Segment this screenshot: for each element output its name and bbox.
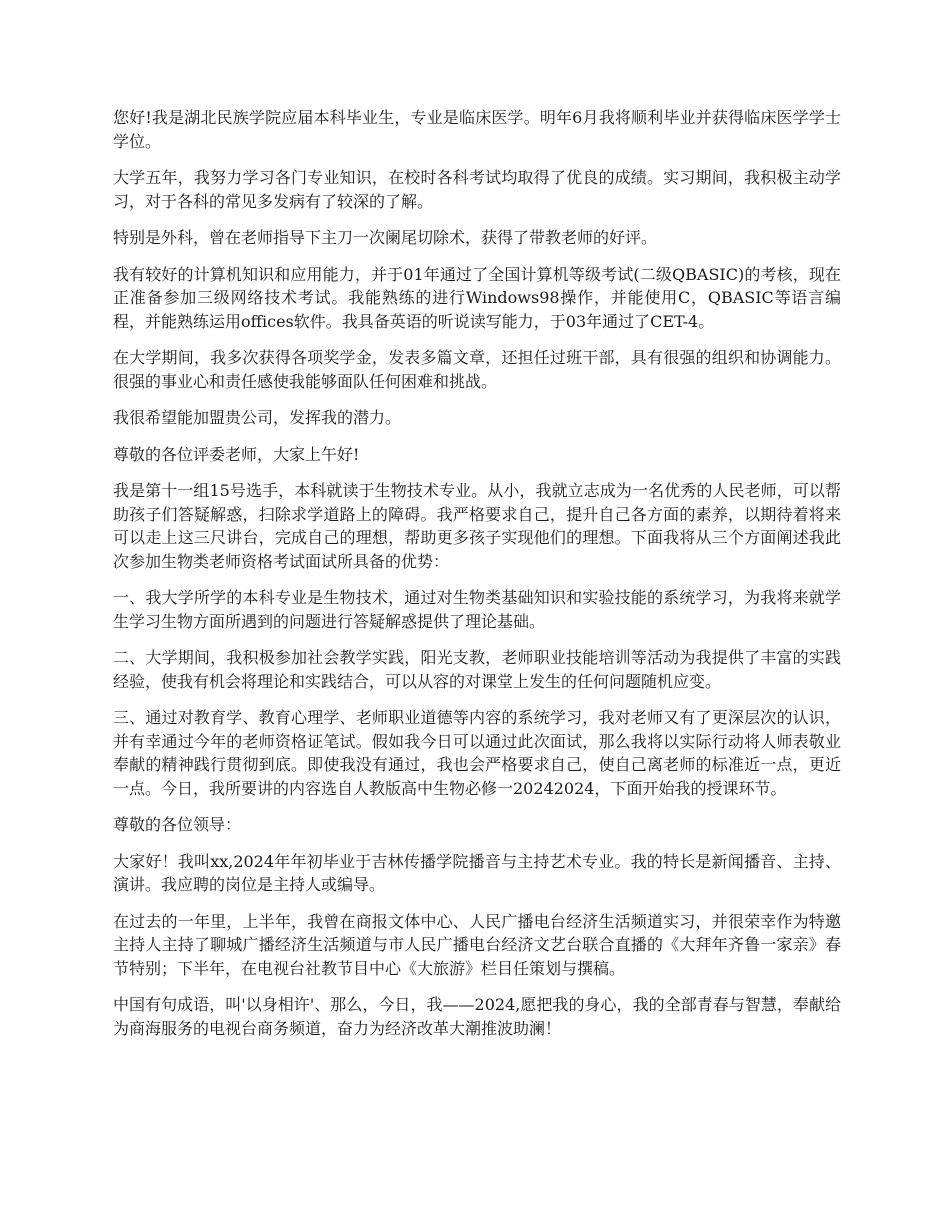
document-body (113, 106, 841, 1053)
paragraph: 我是第十一组15号选手，本科就读于生物技术专业。从小，我就立志成为一名优秀的人民老师，可以帮助孩子们答疑解惑，扫除求学道路上的障碍。我严格要求自己，提升自己各方面的素养，以期待着将来可以走上这三尺讲台，完成自己的理想，帮助更多孩子实现他们的理想。下面我将从三个方面阐述我此次参加生物类老师资格考试面试所具备的优势： (113, 481, 841, 571)
paragraph: 您好!我是湖北民族学院应届本科毕业生，专业是临床医学。明年6月我将顺利毕业并获得临床医学学士学位。 (113, 108, 841, 151)
paragraph: 中国有句成语，叫'以身相许'、那么，今日，我——2024,愿把我的身心，我的全部青春与智慧，奉献给为商海服务的电视台商务频道，奋力为经济改革大潮推波助澜！ (113, 995, 841, 1038)
paragraph: 特别是外科，曾在老师指导下主刀一次阑尾切除术，获得了带教老师的好评。 (113, 228, 658, 247)
paragraph: 一、我大学所学的本科专业是生物技术，通过对生物类基础知识和实验技能的系统学习，为我将来就学生学习生物方面所遇到的问题进行答疑解惑提供了理论基础。 (113, 588, 841, 631)
paragraph: 大学五年，我努力学习各门专业知识，在校时各科考试均取得了优良的成绩。实习期间，我积极主动学习，对于各科的常见多发病有了较深的了解。 (113, 168, 841, 211)
paragraph: 尊敬的各位评委老师，大家上午好! (113, 444, 360, 464)
paragraph: 在过去的一年里，上半年，我曾在商报文体中心、人民广播电台经济生活频道实习，并很荣幸作为特邀主持人主持了聊城广播经济生活频道与市人民广播电台经济文艺台联合直播的《大拜年齐鲁一家亲》春节特别；下半年，在电视台社教节目中心《大旅游》栏目任策划与撰稿。 (113, 911, 841, 978)
paragraph: 我有较好的计算机知识和应用能力，并于01年通过了全国计算机等级考试(二级QBASIC)的考核，现在正准备参加三级网络技术考试。我能熟练的进行Windows98操作，并能使用C，QBASIC等语言编程，并能熟练运用offices软件。我具备英语的听说读写能力，于03年通过了CET-4。 (113, 264, 841, 331)
paragraph: 三、通过对教育学、教育心理学、老师职业道德等内容的系统学习，我对老师又有了更深层次的认识，并有幸通过今年的老师资格证笔试。假如我今日可以通过此次面试，那么我将以实际行动将人师表敬业奉献的精神践行贯彻到底。即使我没有通过，我也会严格要求自己，使自己离老师的标准近一点，更近一点。今日，我所要讲的内容选自人教版高中生物必修一20242024，下面开始我的授课环节。 (113, 708, 841, 798)
paragraph: 在大学期间，我多次获得各项奖学金，发表多篇文章，还担任过班干部，具有很强的组织和协调能力。很强的事业心和责任感使我能够面队任何困难和挑战。 (113, 348, 841, 391)
paragraph: 我很希望能加盟贵公司，发挥我的潜力。 (113, 408, 402, 427)
paragraph: 尊敬的各位领导： (113, 815, 242, 834)
paragraph: 二、大学期间，我积极参加社会教学实践，阳光支教，老师职业技能培训等活动为我提供了丰富的实践经验，使我有机会将理论和实践结合，可以从容的对课堂上发生的任何问题随机应变。 (113, 648, 841, 691)
paragraph: 大家好！我叫xx,2024年年初毕业于吉林传播学院播音与主持艺术专业。我的特长是新闻播音、主持、演讲。我应聘的岗位是主持人或编导。 (113, 851, 841, 894)
